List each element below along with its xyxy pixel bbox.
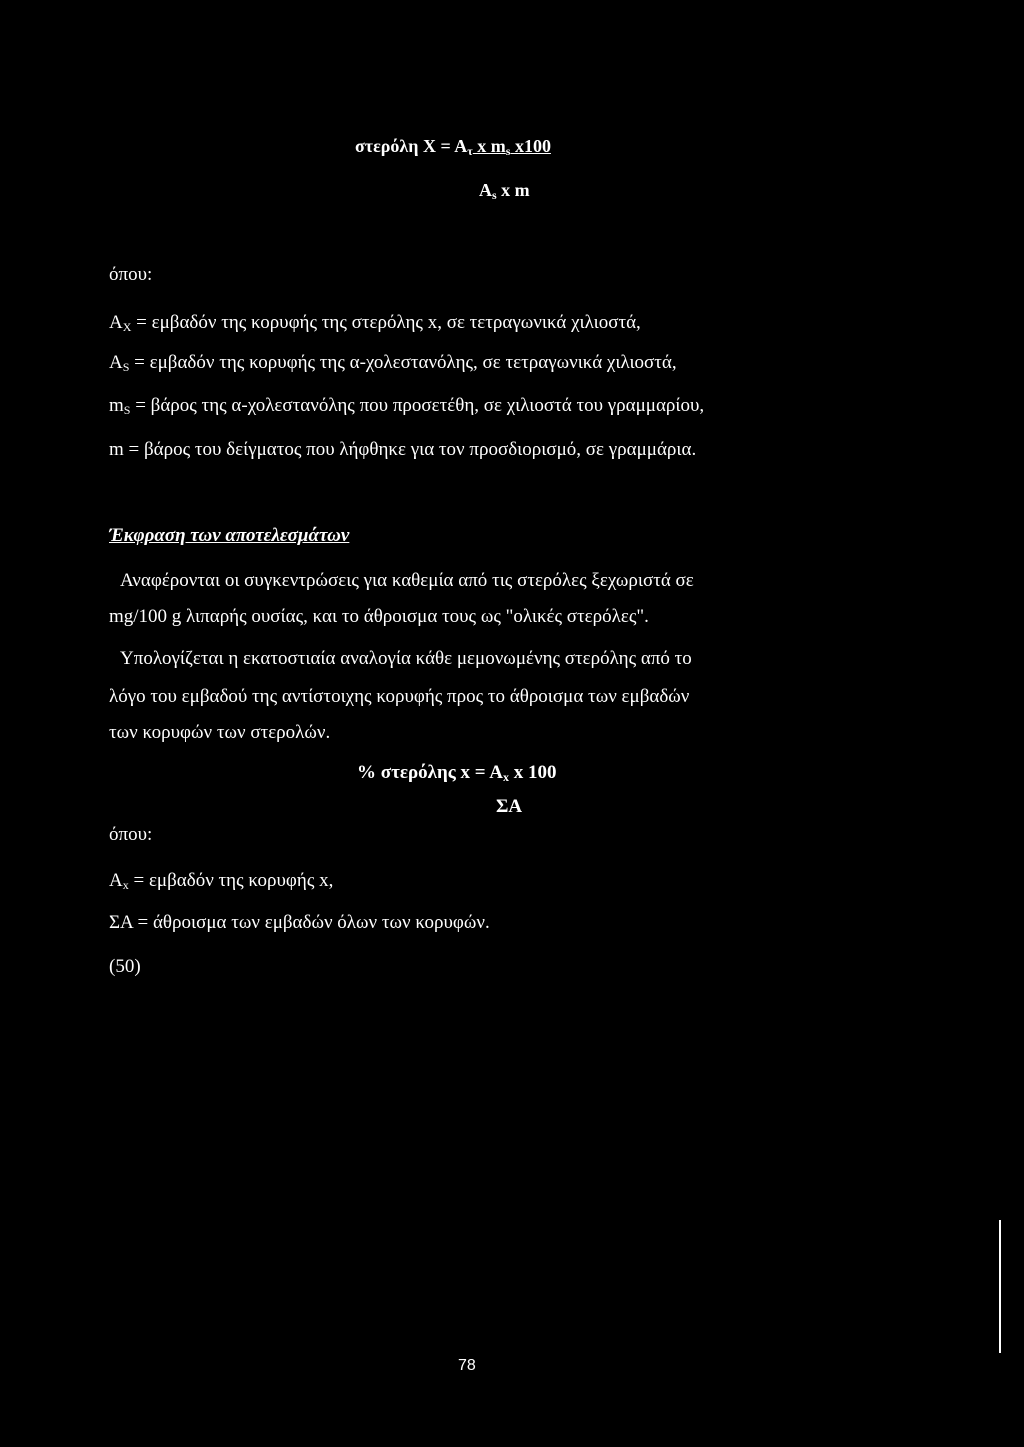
formula-2-rest: x 100 — [509, 762, 557, 783]
definition-line: ΣA = άθροισμα των εμβαδών όλων των κορυφών. — [109, 912, 490, 933]
formula-2-numerator — [357, 763, 557, 783]
formula-1-subscript: τ — [467, 144, 473, 158]
reference-number: (50) — [109, 956, 141, 977]
definition-line — [109, 871, 333, 891]
section-heading: Έκφραση των αποτελεσμάτων — [109, 525, 350, 546]
paragraph-2-line-2: λόγο του εμβαδού της αντίστοιχης κορυφής προς το άθροισμα των εμβαδών — [109, 686, 690, 707]
def-text: = βάρος του δείγματος που λήφθηκε για τον προσδιορισμό, σε γραμμάρια. — [123, 439, 697, 460]
formula-1-den-sub: s — [492, 188, 497, 202]
definition-line — [109, 396, 704, 416]
def-text: = εμβαδόν της κορυφής της στερόλης x, σε τετραγωνικά χιλιοστά, — [131, 312, 641, 333]
formula-2-denominator: ΣA — [496, 796, 523, 817]
formula-1-numerator — [355, 137, 551, 157]
definition-line — [109, 353, 677, 373]
formula-1-num-part: x m — [472, 136, 506, 156]
page-number: 78 — [458, 1357, 476, 1374]
def-symbol: A — [109, 870, 123, 891]
margin-rule — [999, 1220, 1001, 1353]
formula-1-numerator-rest — [473, 136, 551, 156]
formula-1-symbol: A — [454, 136, 468, 156]
def-subscript: x — [122, 878, 129, 892]
formula-1-den-symbol: A — [479, 180, 492, 200]
definition-line — [109, 440, 696, 459]
formula-1-denominator — [479, 181, 530, 201]
def-symbol: A — [109, 352, 123, 373]
paragraph-2-line-3: των κορυφών των στερολών. — [109, 722, 331, 743]
formula-2-symbol: A — [489, 762, 504, 783]
def-subscript: S — [122, 360, 130, 374]
formula-1-den-rest: x m — [496, 180, 530, 200]
def-symbol: m — [109, 439, 124, 460]
def-symbol: m — [109, 395, 124, 416]
where-label-2: όπου: — [109, 824, 153, 845]
formula-2-lhs: % στερόλης x = — [357, 762, 490, 783]
where-label-1: όπου: — [109, 264, 153, 285]
def-subscript: S — [123, 403, 131, 417]
def-text: = βάρος της α-χολεστανόλης που προσετέθη, σε χιλιοστά του γραμμαρίου, — [130, 395, 705, 416]
formula-1-num-sub: s — [505, 144, 511, 158]
def-text: = εμβαδόν της κορυφής x, — [128, 870, 334, 891]
definition-line — [109, 313, 641, 333]
formula-1-lhs: στερόλη X = — [355, 136, 455, 156]
def-subscript: X — [122, 320, 132, 334]
def-symbol: A — [109, 312, 123, 333]
formula-1-num-end: x100 — [510, 136, 551, 156]
formula-2-subscript: x — [503, 770, 510, 784]
paragraph-1-line-2: mg/100 g λιπαρής ουσίας, και το άθροισμα τους ως "ολικές στερόλες". — [109, 606, 649, 627]
paragraph-1-line-1: Αναφέρονται οι συγκεντρώσεις για καθεμία από τις στερόλες ξεχωριστά σε — [120, 570, 694, 591]
def-text: = εμβαδόν της κορυφής της α-χολεστανόλης, σε τετραγωνικά χιλιοστά, — [129, 352, 677, 373]
paragraph-2-line-1: Υπολογίζεται η εκατοστιαία αναλογία κάθε μεμονωμένης στερόλης από το — [120, 648, 692, 669]
